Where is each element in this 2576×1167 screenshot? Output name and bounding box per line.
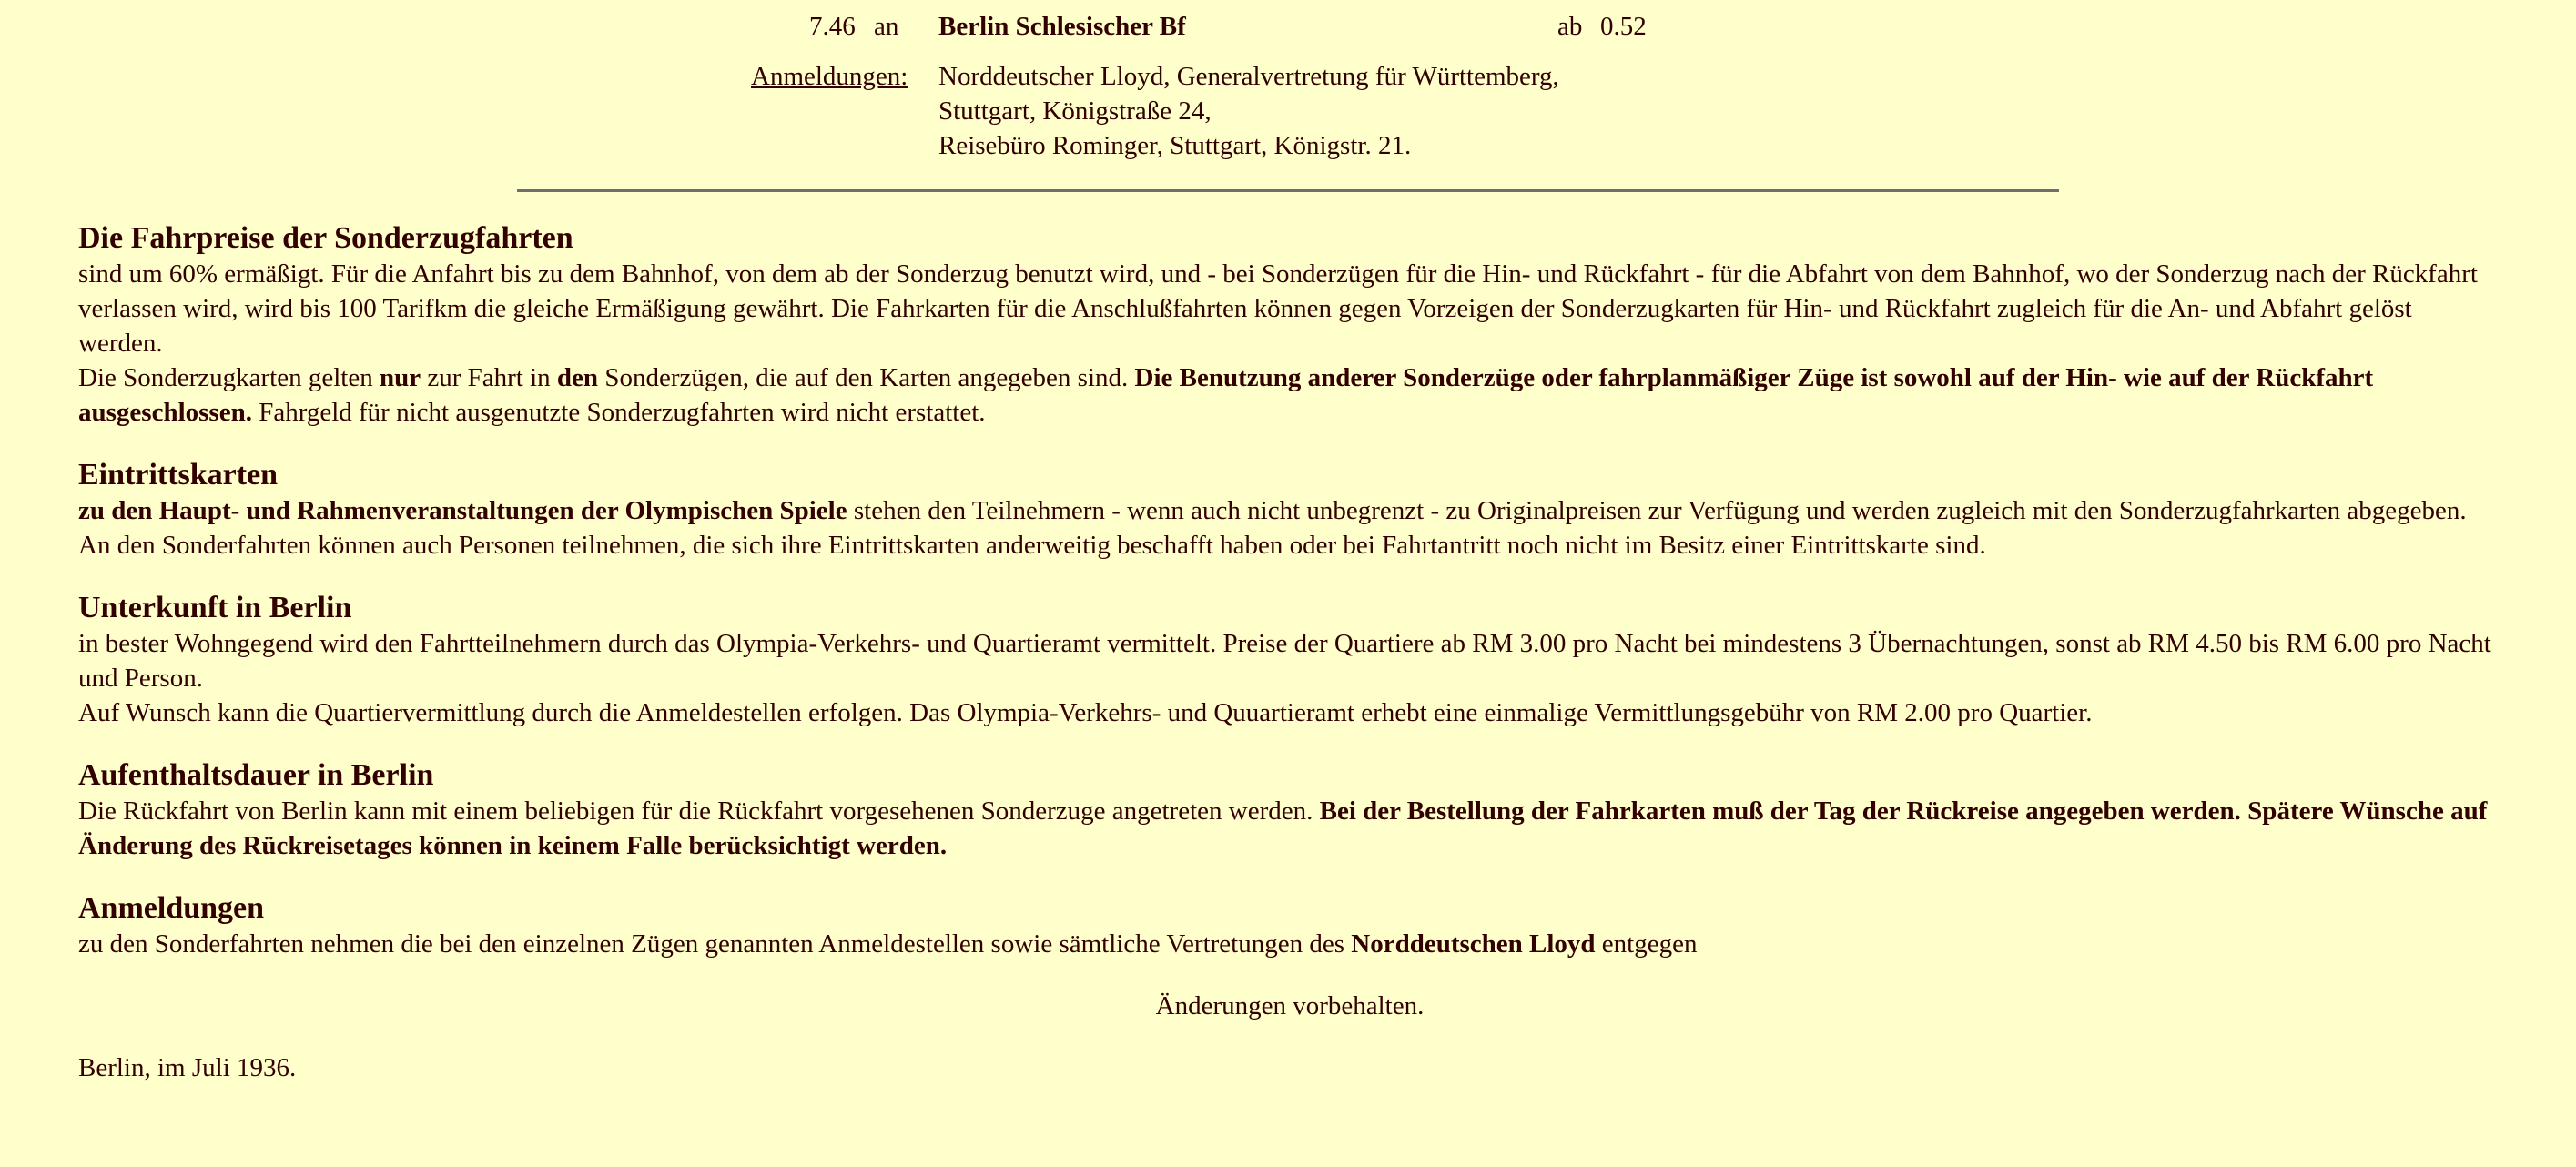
section-fares xyxy=(78,220,2501,430)
section-heading: Anmeldungen xyxy=(78,891,265,925)
main-content xyxy=(78,220,2501,1085)
emphasis-text: Die Benutzung anderer Sonderzüge oder fahrplanmäßiger Züge ist sowohl auf der Hin- wie auf der Rückfahrt ausgeschlossen. xyxy=(78,363,2374,427)
registration-line: Reisebüro Rominger, Stuttgart, Königstr. 21. xyxy=(938,131,1412,160)
place-and-date: Berlin, im Juli 1936. xyxy=(78,1053,297,1082)
section-paragraph xyxy=(78,493,2501,563)
text-run: Die Sonderzugkarten gelten xyxy=(78,363,380,392)
section-heading: Unterkunft in Berlin xyxy=(78,591,352,624)
registration-line: Stuttgart, Königstraße 24, xyxy=(938,96,1212,126)
arrival-label: an xyxy=(874,12,899,41)
section-heading: Eintrittskarten xyxy=(78,458,279,492)
text-run: zur Fahrt in xyxy=(421,363,557,392)
station-name: Berlin Schlesischer Bf xyxy=(938,12,1186,41)
section-paragraph: sind um 60% ermäßigt. Für die Anfahrt bis zu dem Bahnhof, von dem ab der Sonderzug benutzt wird, und - bei Sonderzügen für die Hin- und Rückfahrt - für die Abfahrt von dem Bahnhof, wo der Sonderzug nach der Rückfahrt verlassen wird, wird bis 100 Tarifkm die gleiche Ermäßigung gewährt. Die Fahrkarten für die Anschlußfahrten können gegen Vorzeigen der Sonderzugkarten für Hin- und Rückfahrt zugleich für die An- und Abfahrt gelöst werden. xyxy=(78,259,2478,358)
section-paragraph xyxy=(78,360,2501,430)
emphasis-text: den xyxy=(556,363,599,392)
text-run: entgegen xyxy=(1595,929,1698,959)
changes-reserved-note: Änderungen vorbehalten. xyxy=(1155,991,1425,1020)
emphasis-text: Bei der Bestellung der Fahrkarten muß der Tag der Rückreise angegeben werden. Spätere Wünsche auf Änderung des Rückreisetages können in keinem Falle berücksichtigt werden. xyxy=(78,797,2488,860)
section-paragraph: in bester Wohngegend wird den Fahrtteilnehmern durch das Olympia-Verkehrs- und Quartieramt vermittelt. Preise der Quartiere ab RM 3.00 pro Nacht bei mindestens 3 Übernachtungen, sonst ab RM 4.50 bis RM 6.00 pro Nacht und Person. xyxy=(78,629,2491,693)
departure-time: 0.52 xyxy=(1600,12,1647,41)
emphasis-text: Norddeutschen Lloyd xyxy=(1351,929,1596,959)
text-run: zu den Sonderfahrten nehmen die bei den einzelnen Zügen genannten Anmeldestellen sowie sämtliche Vertretungen des xyxy=(78,929,1352,959)
text-run: Die Rückfahrt von Berlin kann mit einem beliebigen für die Rückfahrt vorgesehenen Sonderzuge angetreten werden. xyxy=(78,797,1320,826)
section-heading: Die Fahrpreise der Sonderzugfahrten xyxy=(78,221,573,255)
section-paragraph: Auf Wunsch kann die Quartiervermittlung durch die Anmeldestellen erfolgen. Das Olympia-Verkehrs- und Quuartieramt erhebt eine einmalige Vermittlungsgebühr von RM 2.00 pro Quartier. xyxy=(78,698,2093,727)
section-stay xyxy=(78,757,2501,863)
emphasis-text: zu den Haupt- und Rahmenveranstaltungen der Olympischen Spiele xyxy=(78,496,847,525)
departure-label: ab xyxy=(1557,12,1583,41)
registration-line: Norddeutscher Lloyd, Generalvertretung für Württemberg, xyxy=(938,62,1559,91)
section-paragraph xyxy=(78,794,2501,863)
section-accommodation xyxy=(78,590,2501,730)
horizontal-divider xyxy=(517,189,2059,192)
text-run: Fahrgeld für nicht ausgenutzte Sonderzugfahrten wird nicht erstattet. xyxy=(251,398,986,427)
section-tickets xyxy=(78,457,2501,563)
section-paragraph xyxy=(78,927,2501,961)
text-run: Sonderzügen, die auf den Karten angegeben sind. xyxy=(598,363,1135,392)
emphasis-text: nur xyxy=(379,363,421,392)
arrival-time: 7.46 xyxy=(809,12,856,41)
text-run: stehen den Teilnehmern - wenn auch nicht unbegrenzt - zu Originalpreisen zur Verfügung und werden zugleich mit den Sonderzugfahrkarten abgegeben. An den Sonderfahrten können auch Personen teilnehmen, die sich ihre Eintrittskarten anderweitig beschafft haben oder bei Fahrtantritt noch nicht im Besitz einer Eintrittskarte sind. xyxy=(78,496,2467,560)
section-registrations xyxy=(78,890,2501,961)
section-heading: Aufenthaltsdauer in Berlin xyxy=(78,758,434,792)
registrations-label: Anmeldungen: xyxy=(751,62,908,91)
